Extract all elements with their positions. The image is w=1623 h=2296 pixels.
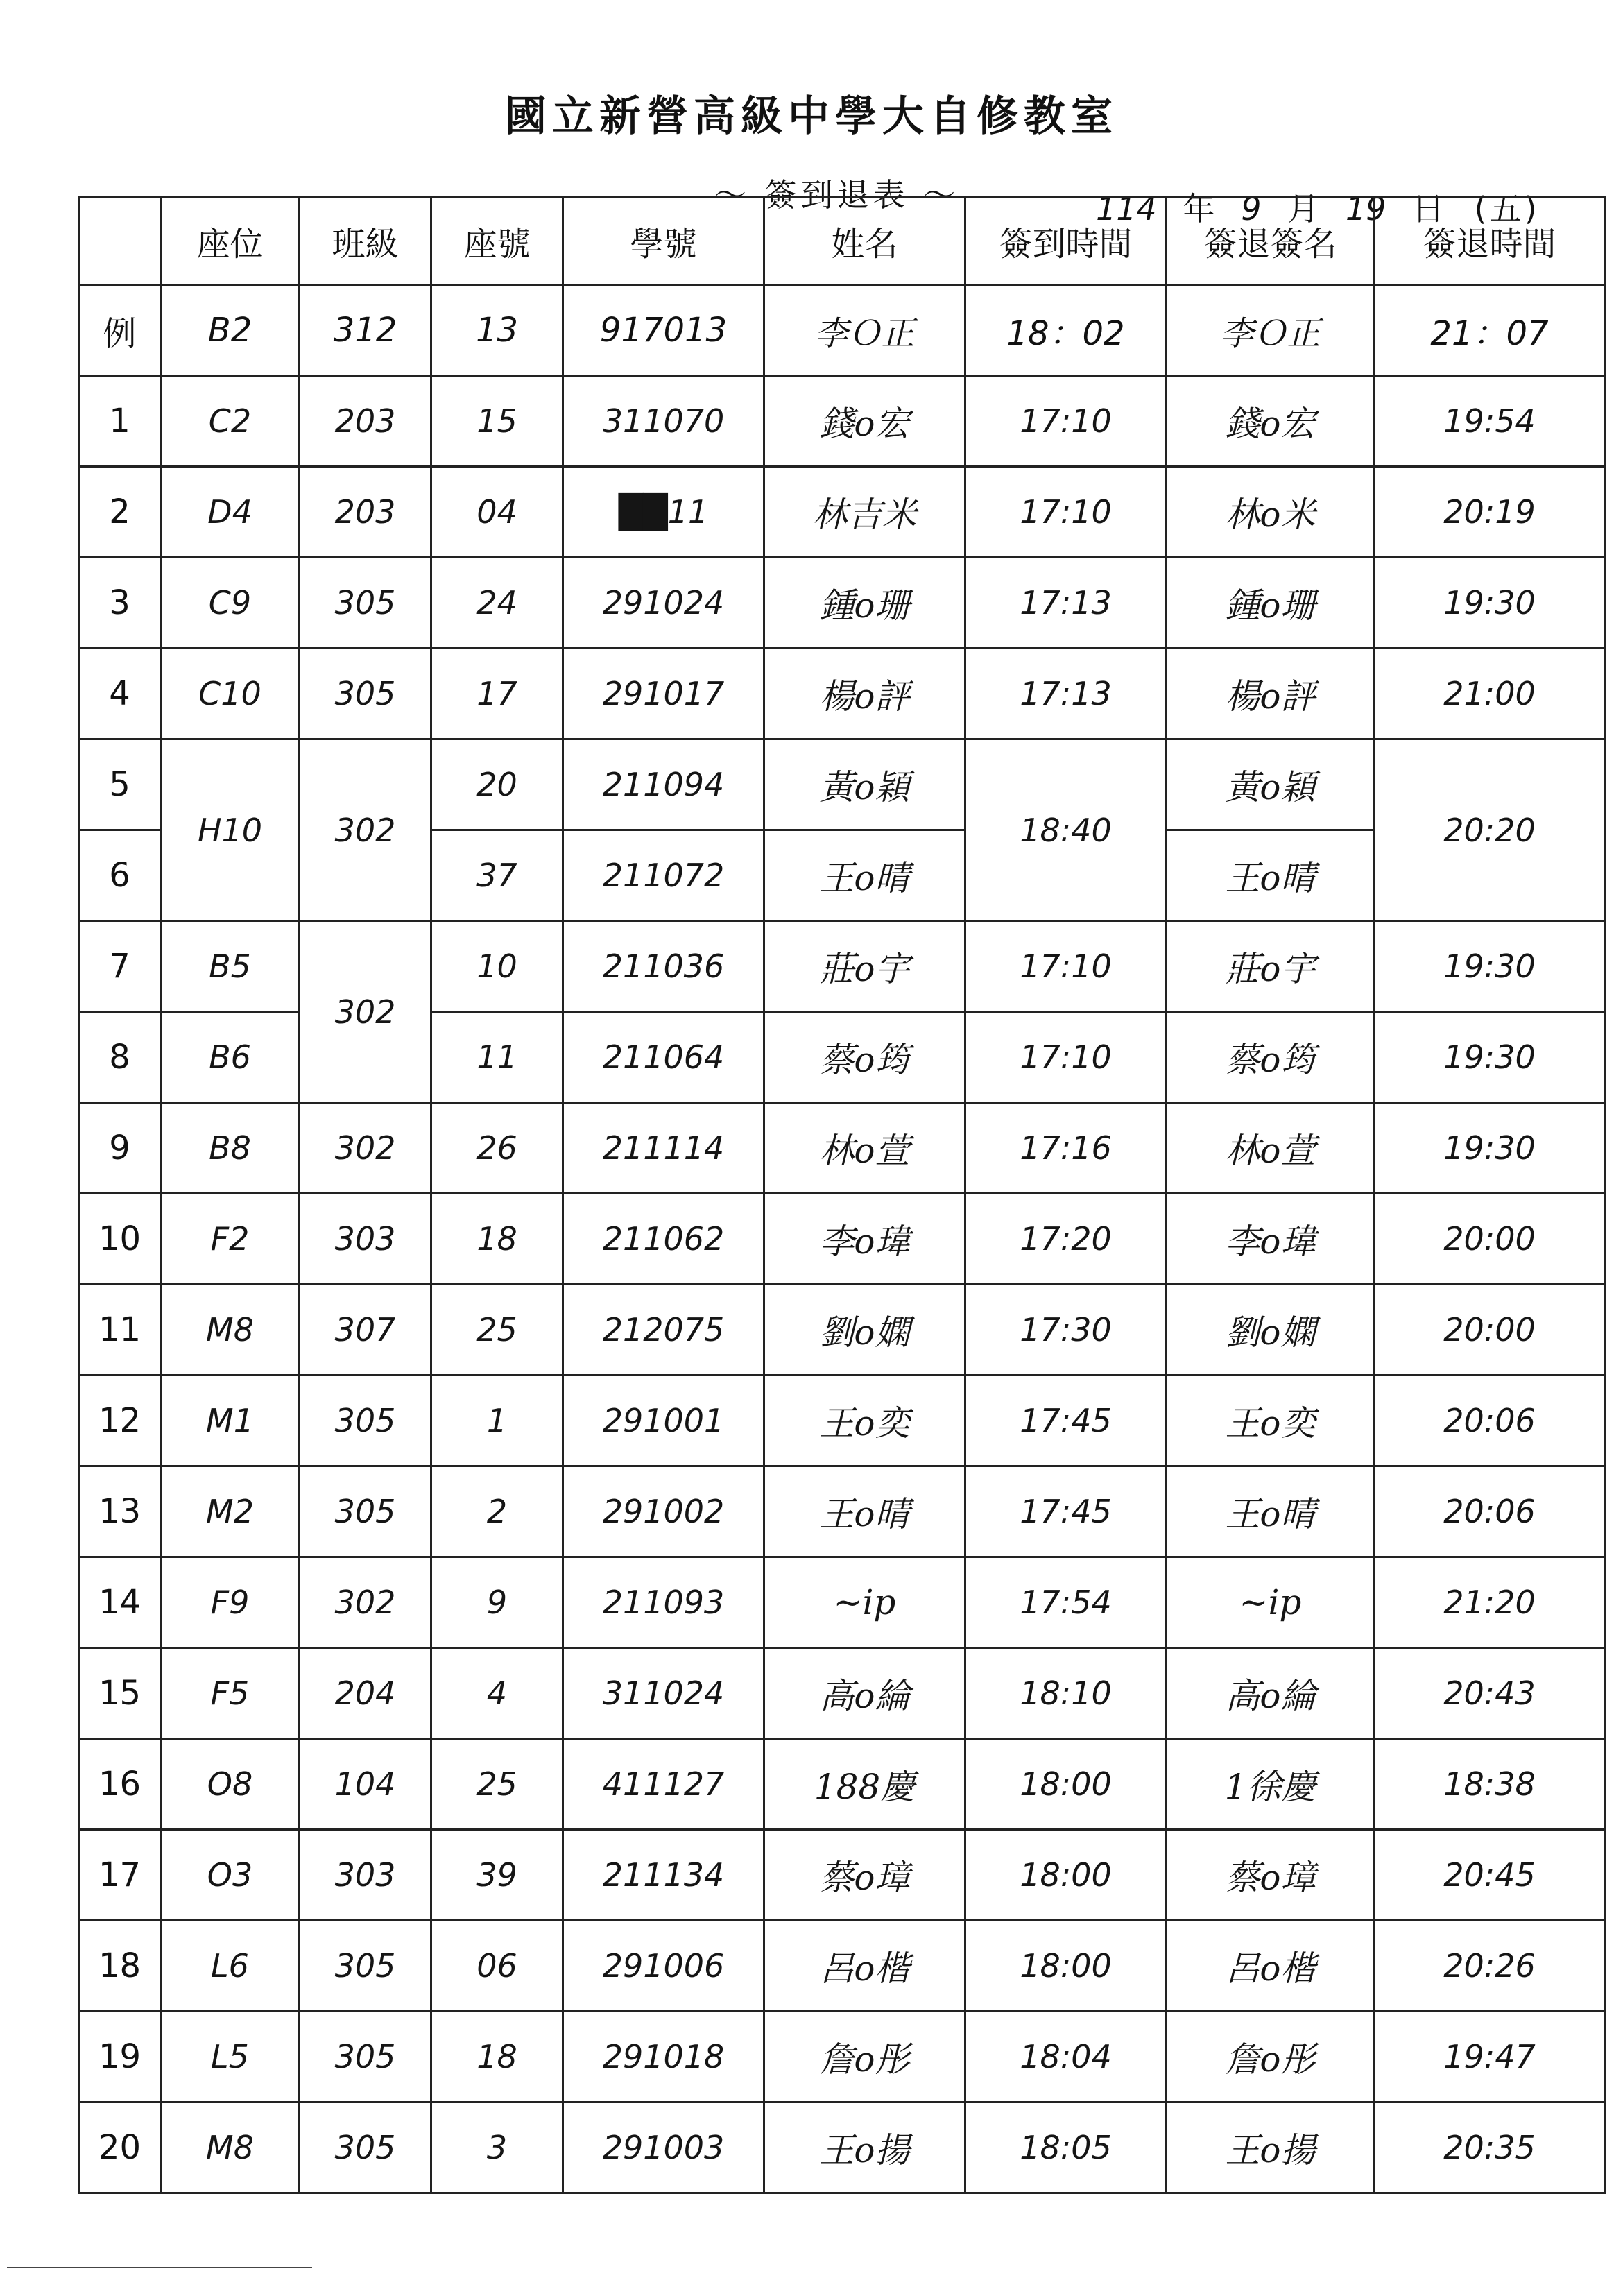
cell-signout-name: 莊o宇 (1167, 921, 1375, 1012)
example-class: 312 (300, 285, 431, 376)
cell-checkout-time: 21:00 (1375, 649, 1605, 739)
cell-name: 鍾o珊 (764, 558, 965, 649)
cell-checkin-time: 17:10 (965, 921, 1167, 1012)
table-row (79, 376, 1605, 467)
cell-checkin-time: 18:05 (965, 2102, 1167, 2193)
cell-number: 06 (431, 1921, 563, 2012)
cell-checkin-time: 18:00 (965, 1739, 1167, 1830)
cell-name: 呂o楷 (764, 1921, 965, 2012)
cell-student-id: 311070 (563, 376, 764, 467)
date-month: 9 (1241, 190, 1262, 228)
cell-checkout-time: 19:30 (1375, 921, 1605, 1012)
row-index: 14 (79, 1557, 161, 1648)
cell-class: 302 (300, 739, 431, 921)
example-checkout: 21：07 (1375, 285, 1605, 376)
cell-checkin-time: 17:10 (965, 376, 1167, 467)
cell-number: 18 (431, 2012, 563, 2102)
cell-student-id: 211064 (563, 1012, 764, 1103)
header-row (79, 197, 1605, 285)
cell-name: 高o綸 (764, 1648, 965, 1739)
cell-signout-name: 劉o嫻 (1167, 1285, 1375, 1376)
date-month-unit: 月 (1287, 190, 1320, 228)
cell-signout-name: 楊o評 (1167, 649, 1375, 739)
cell-signout-name: 蔡o筠 (1167, 1012, 1375, 1103)
cell-student-id: 211093 (563, 1557, 764, 1648)
cell-number: 2 (431, 1466, 563, 1557)
cell-name: 王o晴 (764, 1466, 965, 1557)
cell-seat: F9 (161, 1557, 300, 1648)
cell-student-id: 291001 (563, 1376, 764, 1466)
row-index: 16 (79, 1739, 161, 1830)
cell-seat: M8 (161, 2102, 300, 2193)
cell-seat: L5 (161, 2012, 300, 2102)
cell-checkout-time: 20:00 (1375, 1285, 1605, 1376)
cell-class: 203 (300, 376, 431, 467)
cell-checkout-time: 18:38 (1375, 1739, 1605, 1830)
example-checkin: 18：02 (965, 285, 1167, 376)
cell-class: 302 (300, 1557, 431, 1648)
cell-seat: O8 (161, 1739, 300, 1830)
header-signout-name: 簽退簽名 (1167, 197, 1375, 285)
cell-checkout-time: 20:35 (1375, 2102, 1605, 2193)
header-index (79, 197, 161, 285)
cell-checkout-time: 20:43 (1375, 1648, 1605, 1739)
cell-number: 18 (431, 1194, 563, 1285)
cell-number: 10 (431, 921, 563, 1012)
cell-signout-name: 林o萱 (1167, 1103, 1375, 1194)
cell-seat: M2 (161, 1466, 300, 1557)
cell-number: 15 (431, 376, 563, 467)
cell-seat: M1 (161, 1376, 300, 1466)
cell-signout-name: 鍾o珊 (1167, 558, 1375, 649)
cell-number: 20 (431, 739, 563, 830)
cell-checkin-time: 17:45 (965, 1376, 1167, 1466)
cell-signout-name: 高o綸 (1167, 1648, 1375, 1739)
cell-name: 林o萱 (764, 1103, 965, 1194)
example-label: 例 (79, 285, 161, 376)
header-student-id: 學號 (563, 197, 764, 285)
cell-seat: C2 (161, 376, 300, 467)
sheet-subtitle: ～ 簽到退表 ～ (714, 176, 960, 214)
cell-student-id: 291003 (563, 2102, 764, 2193)
cell-class: 305 (300, 558, 431, 649)
cell-student-id: 211036 (563, 921, 764, 1012)
table-row (79, 558, 1605, 649)
cell-number: 39 (431, 1830, 563, 1921)
cell-student-id: 291017 (563, 649, 764, 739)
cell-number: 04 (431, 467, 563, 558)
cell-class: 305 (300, 649, 431, 739)
cell-seat: B5 (161, 921, 300, 1012)
row-index: 15 (79, 1648, 161, 1739)
table-row (79, 1466, 1605, 1557)
cell-checkout-time: 19:30 (1375, 1103, 1605, 1194)
cell-seat: F2 (161, 1194, 300, 1285)
cell-student-id: 212075 (563, 1285, 764, 1376)
cell-checkin-time: 17:20 (965, 1194, 1167, 1285)
cell-number: 26 (431, 1103, 563, 1194)
cell-checkout-time: 21:20 (1375, 1557, 1605, 1648)
row-index: 9 (79, 1103, 161, 1194)
row-index: 12 (79, 1376, 161, 1466)
cell-student-id: 291006 (563, 1921, 764, 2012)
cell-student-id: 411127 (563, 1739, 764, 1830)
cell-class: 307 (300, 1285, 431, 1376)
header-seat: 座位 (161, 197, 300, 285)
cell-seat: C9 (161, 558, 300, 649)
cell-signout-name: 錢o宏 (1167, 376, 1375, 467)
example-student-id: 917013 (563, 285, 764, 376)
header-class: 班級 (300, 197, 431, 285)
example-row (79, 285, 1605, 376)
cell-number: 24 (431, 558, 563, 649)
cell-number: 37 (431, 830, 563, 921)
cell-checkout-time: 20:06 (1375, 1376, 1605, 1466)
cell-student-id: 211114 (563, 1103, 764, 1194)
row-index: 17 (79, 1830, 161, 1921)
cell-class: 104 (300, 1739, 431, 1830)
cell-signout-name: 蔡o璋 (1167, 1830, 1375, 1921)
cell-student-id: 291018 (563, 2012, 764, 2102)
cell-name: 劉o嫻 (764, 1285, 965, 1376)
cell-number: 4 (431, 1648, 563, 1739)
table-row (79, 1830, 1605, 1921)
example-signout-name: 李Ｏ正 (1167, 285, 1375, 376)
cell-seat: O3 (161, 1830, 300, 1921)
cell-signout-name: 王o揚 (1167, 2102, 1375, 2193)
cell-checkin-time: 17:45 (965, 1466, 1167, 1557)
cell-number: 25 (431, 1285, 563, 1376)
cell-signout-name: ~ip (1167, 1557, 1375, 1648)
cell-student-id: ██11 (563, 467, 764, 558)
cell-class: 305 (300, 2012, 431, 2102)
cell-seat: D4 (161, 467, 300, 558)
cell-checkout-time: 20:45 (1375, 1830, 1605, 1921)
cell-checkout-time: 20:06 (1375, 1466, 1605, 1557)
cell-name: 錢o宏 (764, 376, 965, 467)
signin-table (78, 196, 1606, 2194)
example-number: 13 (431, 285, 563, 376)
cell-class: 302 (300, 1103, 431, 1194)
cell-number: 25 (431, 1739, 563, 1830)
cell-checkin-time: 18:00 (965, 1921, 1167, 2012)
cell-student-id: 291002 (563, 1466, 764, 1557)
cell-seat: B6 (161, 1012, 300, 1103)
cell-checkin-time: 18:00 (965, 1830, 1167, 1921)
cell-checkout-time: 20:26 (1375, 1921, 1605, 2012)
cell-checkout-time: 19:30 (1375, 558, 1605, 649)
cell-number: 1 (431, 1376, 563, 1466)
cell-student-id: 211062 (563, 1194, 764, 1285)
cell-signout-name: 李o瑋 (1167, 1194, 1375, 1285)
cell-signout-name: 詹o彤 (1167, 2012, 1375, 2102)
cell-name: 王o奕 (764, 1376, 965, 1466)
date-day-unit: 日 (1412, 190, 1445, 228)
row-index: 13 (79, 1466, 161, 1557)
cell-name: 黃o穎 (764, 739, 965, 830)
cell-signout-name: 王o奕 (1167, 1376, 1375, 1466)
row-index: 3 (79, 558, 161, 649)
cell-class: 302 (300, 921, 431, 1103)
row-index: 7 (79, 921, 161, 1012)
date-year: 114 (1096, 190, 1157, 228)
row-index: 10 (79, 1194, 161, 1285)
cell-name: 莊o宇 (764, 921, 965, 1012)
cell-checkout-time: 19:30 (1375, 1012, 1605, 1103)
cell-checkin-time: 18:40 (965, 739, 1167, 921)
cell-seat: B8 (161, 1103, 300, 1194)
bottom-margin-line (7, 2267, 312, 2268)
header-checkin-time: 簽到時間 (965, 197, 1167, 285)
cell-checkout-time: 20:00 (1375, 1194, 1605, 1285)
cell-class: 204 (300, 1648, 431, 1739)
cell-student-id: 291024 (563, 558, 764, 649)
date-day: 19 (1345, 190, 1386, 228)
cell-checkout-time: 19:47 (1375, 2012, 1605, 2102)
cell-name: 蔡o璋 (764, 1830, 965, 1921)
date-weekday: (五) (1470, 190, 1541, 228)
cell-number: 11 (431, 1012, 563, 1103)
row-index: 11 (79, 1285, 161, 1376)
cell-seat: C10 (161, 649, 300, 739)
cell-checkin-time: 17:30 (965, 1285, 1167, 1376)
cell-class: 305 (300, 1376, 431, 1466)
cell-checkin-time: 17:13 (965, 558, 1167, 649)
date-year-unit: 年 (1183, 190, 1215, 228)
cell-student-id: 311024 (563, 1648, 764, 1739)
cell-number: 9 (431, 1557, 563, 1648)
row-index: 1 (79, 376, 161, 467)
table-row (79, 1285, 1605, 1376)
cell-student-id: 211094 (563, 739, 764, 830)
row-index: 19 (79, 2012, 161, 2102)
cell-signout-name: 林o米 (1167, 467, 1375, 558)
example-name: 李Ｏ正 (764, 285, 965, 376)
cell-class: 303 (300, 1830, 431, 1921)
cell-name: 林吉米 (764, 467, 965, 558)
cell-checkin-time: 18:10 (965, 1648, 1167, 1739)
row-index: 4 (79, 649, 161, 739)
table-row (79, 1557, 1605, 1648)
cell-checkin-time: 17:16 (965, 1103, 1167, 1194)
table-row (79, 739, 1605, 830)
example-seat: B2 (161, 285, 300, 376)
row-index: 6 (79, 830, 161, 921)
cell-signout-name: 1徐慶 (1167, 1739, 1375, 1830)
cell-signout-name: 黃o穎 (1167, 739, 1375, 830)
cell-name: 李o瑋 (764, 1194, 965, 1285)
row-index: 18 (79, 1921, 161, 2012)
cell-name: 楊o評 (764, 649, 965, 739)
cell-checkout-time: 20:19 (1375, 467, 1605, 558)
cell-signout-name: 王o晴 (1167, 830, 1375, 921)
cell-class: 305 (300, 2102, 431, 2193)
cell-checkout-time: 20:20 (1375, 739, 1605, 921)
cell-student-id: 211134 (563, 1830, 764, 1921)
table-row (79, 467, 1605, 558)
cell-number: 17 (431, 649, 563, 739)
header-checkout-time: 簽退時間 (1375, 197, 1605, 285)
cell-name: 詹o彤 (764, 2012, 965, 2102)
cell-checkin-time: 17:10 (965, 467, 1167, 558)
table-row (79, 649, 1605, 739)
table-row (79, 1739, 1605, 1830)
cell-seat: F5 (161, 1648, 300, 1739)
cell-number: 3 (431, 2102, 563, 2193)
cell-signout-name: 呂o楷 (1167, 1921, 1375, 2012)
cell-class: 203 (300, 467, 431, 558)
cell-class: 305 (300, 1921, 431, 2012)
cell-student-id: 211072 (563, 830, 764, 921)
cell-name: 蔡o筠 (764, 1012, 965, 1103)
table-row (79, 1921, 1605, 2012)
row-index: 20 (79, 2102, 161, 2193)
cell-signout-name: 王o晴 (1167, 1466, 1375, 1557)
cell-name: 王o揚 (764, 2102, 965, 2193)
cell-checkin-time: 18:04 (965, 2012, 1167, 2102)
cell-class: 303 (300, 1194, 431, 1285)
cell-seat: L6 (161, 1921, 300, 2012)
cell-seat: M8 (161, 1285, 300, 1376)
header-number: 座號 (431, 197, 563, 285)
cell-checkin-time: 17:13 (965, 649, 1167, 739)
cell-name: 王o晴 (764, 830, 965, 921)
sheet-title: 國立新營高級中學大自修教室 (505, 92, 1118, 141)
table-row (79, 1103, 1605, 1194)
table-row (79, 1194, 1605, 1285)
row-index: 5 (79, 739, 161, 830)
header-name: 姓名 (764, 197, 965, 285)
table-row (79, 921, 1605, 1012)
cell-seat: H10 (161, 739, 300, 921)
table-row (79, 2102, 1605, 2193)
cell-checkin-time: 17:10 (965, 1012, 1167, 1103)
cell-checkin-time: 17:54 (965, 1557, 1167, 1648)
cell-checkout-time: 19:54 (1375, 376, 1605, 467)
table-row (79, 2012, 1605, 2102)
cell-class: 305 (300, 1466, 431, 1557)
table-row (79, 1376, 1605, 1466)
table-row (79, 1648, 1605, 1739)
row-index: 2 (79, 467, 161, 558)
row-index: 8 (79, 1012, 161, 1103)
cell-name: 188慶 (764, 1739, 965, 1830)
cell-name: ~ip (764, 1557, 965, 1648)
